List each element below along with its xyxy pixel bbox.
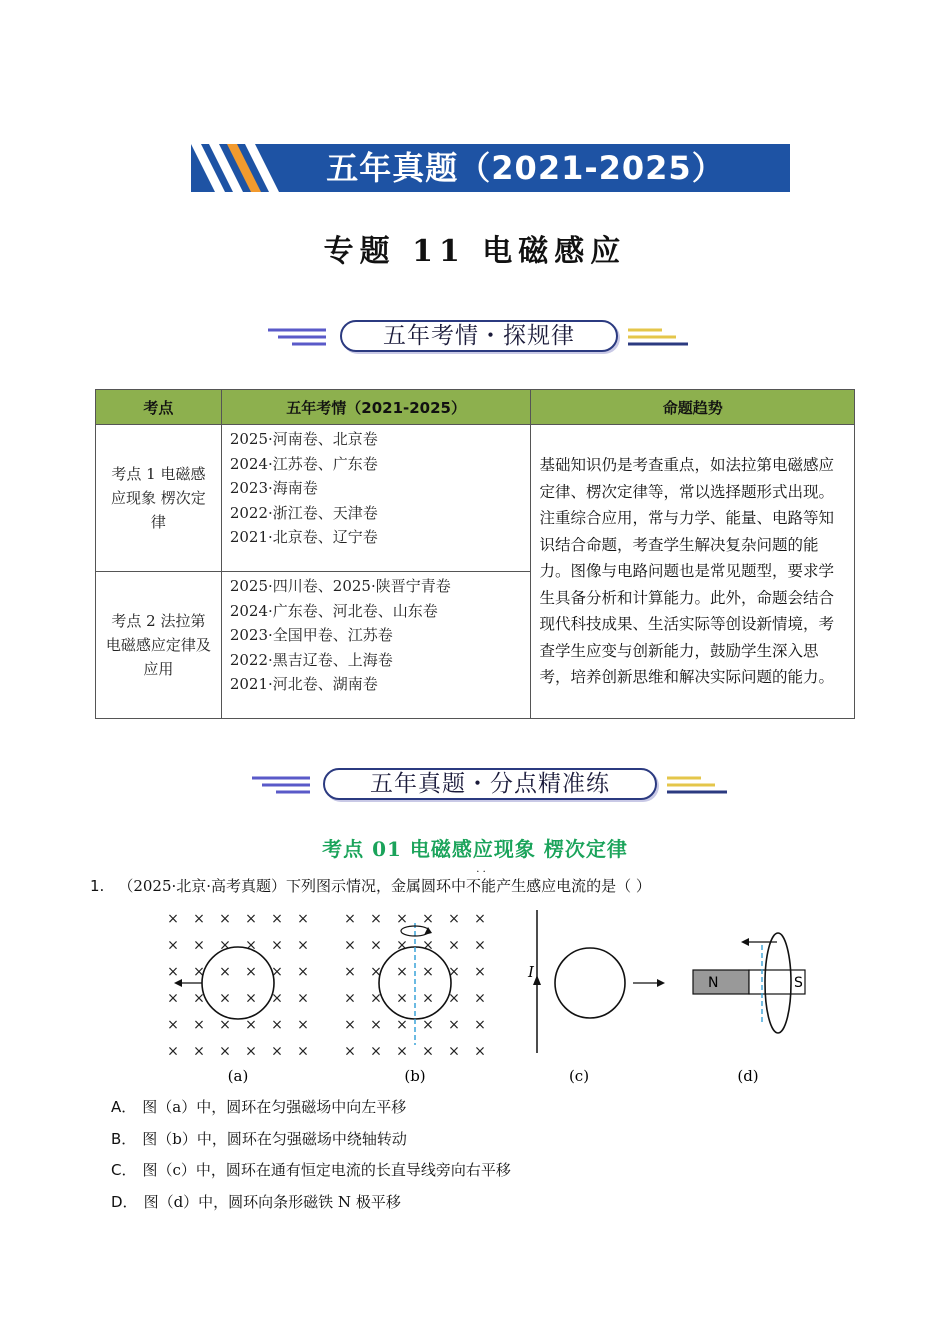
banner-title: 五年真题（2021-2025） (326, 149, 725, 187)
section-title-pill: 五年真题・分点精准练 (323, 768, 657, 800)
field-mark: × (448, 937, 460, 954)
section-title-pill: 五年考情・探规律 (340, 320, 618, 352)
emphasis-dots: · · (476, 867, 486, 878)
field-mark: × (422, 1017, 434, 1033)
field-mark: × (396, 911, 408, 927)
field-mark: × (245, 1017, 257, 1033)
field-mark: × (167, 937, 179, 954)
field-mark: × (167, 1017, 179, 1033)
option-d[interactable]: D． 图（d）中，圆环向条形磁铁 N 极平移 (111, 1192, 401, 1211)
field-mark: × (297, 937, 309, 954)
field-mark: × (370, 990, 382, 1007)
header-trend: 命题趋势 (531, 390, 855, 425)
figure-label-d: (d) (737, 1067, 759, 1085)
year-entry: 2023·海南卷 (229, 479, 318, 498)
field-mark: × (245, 964, 257, 980)
field-mark: × (219, 964, 231, 980)
header-years: 五年考情（2021-2025） (221, 390, 531, 425)
field-mark: × (370, 911, 382, 927)
field-mark: × (422, 937, 434, 954)
magnet-n-label: N (708, 975, 719, 991)
field-mark: × (344, 911, 356, 927)
magnet-s-label: S (794, 975, 803, 991)
field-mark: × (396, 1043, 408, 1060)
header-topic: 考点 (96, 390, 222, 425)
field-mark: × (422, 990, 434, 1007)
year-entry: 2024·江苏卷、广东卷 (229, 454, 378, 473)
year-entry: 2021·河北卷、湖南卷 (229, 675, 378, 694)
field-mark: × (370, 1017, 382, 1033)
arrowhead-left (174, 979, 182, 987)
option-b[interactable]: B． 图（b）中，圆环在匀强磁场中绕轴转动 (111, 1129, 407, 1148)
field-mark: × (370, 937, 382, 954)
field-mark: × (271, 1043, 283, 1060)
topic-heading: 考点 01 电磁感应现象 楞次定律 (322, 837, 628, 861)
field-mark: × (271, 1017, 283, 1033)
field-mark: × (297, 1017, 309, 1033)
field-mark: × (297, 1043, 309, 1060)
question-source: （2025·北京·高考真题） (118, 877, 287, 895)
arrowhead-toward-n (741, 938, 749, 946)
field-mark: × (474, 990, 486, 1007)
field-mark: × (344, 990, 356, 1007)
current-label: I (528, 963, 534, 981)
field-mark: × (193, 990, 205, 1007)
field-mark: × (167, 990, 179, 1007)
option-c[interactable]: C． 图（c）中，圆环在通有恒定电流的长直导线旁向右平移 (111, 1161, 511, 1179)
year-entry: 2024·广东卷、河北卷、山东卷 (229, 601, 438, 620)
field-mark: × (422, 911, 434, 927)
field-mark: × (167, 1043, 179, 1060)
current-arrowhead (533, 975, 541, 985)
table-row (96, 425, 855, 572)
field-mark: × (344, 1017, 356, 1033)
figure-label-c: (c) (568, 1067, 590, 1085)
field-mark: × (448, 990, 460, 1007)
field-mark: × (219, 911, 231, 927)
field-mark: × (245, 990, 257, 1007)
left-decoration-lines (268, 326, 330, 348)
field-mark: × (448, 1043, 460, 1060)
topic-cell: 考点 1 电磁感应现象 楞次定律 (96, 425, 222, 572)
field-mark: × (193, 937, 205, 954)
field-mark: × (193, 911, 205, 927)
emphasized-text: · · 不能 (466, 867, 497, 895)
ring-c (555, 948, 625, 1018)
question-number: 1. (90, 877, 105, 895)
magnetic-field-grid-a (167, 911, 309, 1060)
field-mark: × (297, 911, 309, 927)
option-a[interactable]: A． 图（a）中，圆环在匀强磁场中向左平移 (111, 1098, 407, 1116)
field-mark: × (193, 1043, 205, 1060)
field-mark: × (297, 990, 309, 1007)
figure-label-b: (b) (404, 1067, 426, 1085)
field-mark: × (219, 1043, 231, 1060)
field-mark: × (448, 911, 460, 927)
field-mark: × (344, 1043, 356, 1060)
trend-cell: 基础知识仍是考查重点，如法拉第电磁感应定律、楞次定律等，常以选择题形式出现。注重综合应用，常与力学、能量、电路等知识结合命题，考查学生解决复杂问题的能力。图像与电路问题也是常见题型，要求学生具备分析和计算能力。此外，命题会结合现代科技成果、生活实际等创设新情境，考查学生应变与创新能力，鼓励学生深入思考，培养创新思维和解决实际问题的能力。 (531, 425, 855, 719)
year-entry: 2022·黑吉辽卷、上海卷 (229, 650, 393, 669)
year-entry: 2021·北京卷、辽宁卷 (229, 528, 378, 547)
section-header-practice (0, 768, 950, 808)
field-mark: × (474, 964, 486, 980)
banner-stripes (191, 144, 281, 192)
year-entry: 2025·四川卷、2025·陕晋宁青卷 (229, 577, 451, 595)
field-mark: × (422, 1043, 434, 1060)
field-mark: × (422, 964, 434, 980)
field-mark: × (474, 1017, 486, 1033)
question-text-end: 产生感应电流的是（ ） (496, 877, 651, 895)
years-cell (221, 572, 531, 719)
exam-trends-table (95, 389, 855, 719)
field-mark: × (448, 1017, 460, 1033)
magnet-n-pole (693, 970, 749, 994)
field-mark: × (219, 990, 231, 1007)
field-mark: × (474, 911, 486, 927)
arrowhead-right (657, 979, 665, 987)
years-cell (221, 425, 531, 572)
field-mark: × (474, 1043, 486, 1060)
field-mark: × (396, 1017, 408, 1033)
year-entry: 2023·全国甲卷、江苏卷 (229, 626, 393, 645)
year-entry: 2025·河南卷、北京卷 (229, 430, 378, 448)
field-mark: × (193, 1017, 205, 1033)
answer-options (111, 1096, 511, 1222)
question-figure (160, 905, 810, 1090)
ring-a (202, 947, 274, 1019)
title-banner (191, 144, 790, 192)
field-mark: × (271, 937, 283, 954)
field-mark: × (167, 964, 179, 980)
right-decoration-lines (667, 774, 729, 796)
field-mark: × (344, 964, 356, 980)
section-header-exam-trends (0, 320, 950, 360)
field-mark: × (396, 937, 408, 954)
field-mark: × (271, 911, 283, 927)
field-mark: × (245, 911, 257, 927)
field-mark: × (245, 937, 257, 954)
field-mark: × (370, 1043, 382, 1060)
document-title: 专题 11 电磁感应 (323, 234, 627, 269)
field-mark: × (167, 911, 179, 927)
year-entry: 2022·浙江卷、天津卷 (229, 503, 378, 522)
field-mark: × (396, 990, 408, 1007)
figure-label-a: (a) (227, 1067, 249, 1085)
field-mark: × (193, 964, 205, 980)
question-stem (90, 867, 651, 896)
field-mark: × (297, 964, 309, 980)
field-mark: × (396, 964, 408, 980)
question-text: 下列图示情况，金属圆环中 (286, 877, 467, 895)
field-mark: × (271, 990, 283, 1007)
field-mark: × (271, 964, 283, 980)
field-mark: × (219, 937, 231, 954)
field-mark: × (344, 937, 356, 954)
field-mark: × (245, 1043, 257, 1060)
left-decoration-lines (252, 774, 314, 796)
table-header-row (96, 390, 855, 425)
field-mark: × (474, 937, 486, 954)
topic-cell: 考点 2 法拉第电磁感应定律及应用 (96, 572, 222, 719)
field-mark: × (448, 964, 460, 980)
right-decoration-lines (628, 326, 690, 348)
field-mark: × (219, 1017, 231, 1033)
field-mark: × (370, 964, 382, 980)
